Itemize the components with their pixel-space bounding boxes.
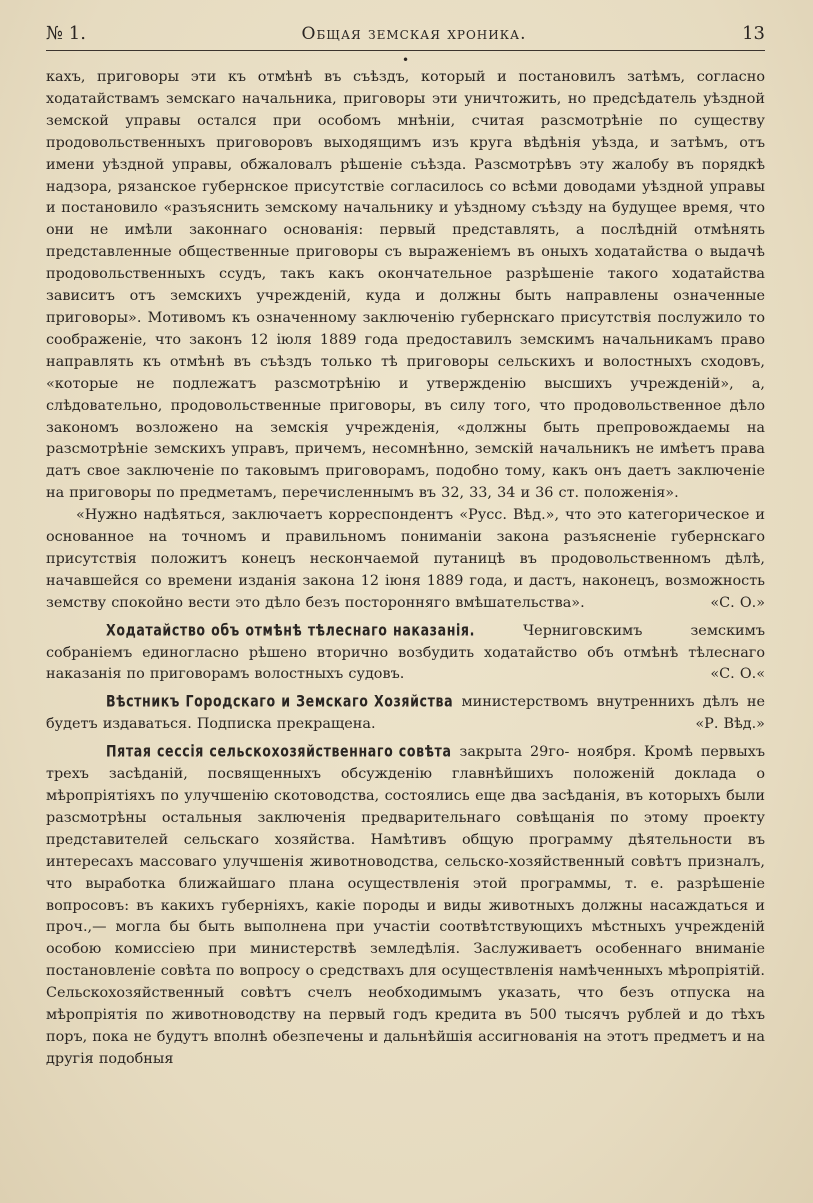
running-title: Общая земская хроника.	[301, 24, 527, 44]
article-paragraph	[46, 505, 765, 615]
source-signature: «Р. Вѣд.»	[695, 716, 765, 733]
article-herald	[46, 692, 765, 736]
article-paragraph	[46, 621, 765, 687]
decorative-dot: •	[401, 53, 410, 67]
source-signature: «С. О.«	[710, 666, 765, 683]
article-text: закрыта 29го- ноября. Кромѣ первыхъ трехъ засѣданій, посвященныхъ обсужденію главнѣйшихъ положеній доклада о мѣропріятіяхъ по улучшенію скотоводства, состоялись еще два засѣданія, въ которыхъ были разсмотрѣны остальныя заключенія предварительнаго совѣщанія по этому проекту представителей сельскаго хозяйства. Намѣтивъ общую программу дѣятельности въ интересахъ массоваго улучшенія животноводства, сельско-хозяйственный совѣтъ призналъ, что выработка ближайшаго плана осуществленія этой программы, т. е. разрѣшеніе вопросовъ: въ какихъ губерніяхъ, какіе породы и виды животныхъ должны насаждаться и проч.,— могла бы быть выполнена при участіи соотвѣтствующихъ мѣстныхъ учрежденій особою комиссіею при министерствѣ земледѣлія. Заслуживаетъ особеннаго вниманіе постановленіе совѣта по вопросу о средствахъ для осуществленія намѣченныхъ мѣропріятій. Сельскохозяйственный совѣтъ счелъ необходимымъ указать, что безъ отпуска на мѣропріятія по животноводству на первый годъ кредита въ 500 тысячъ рублей и до тѣхъ поръ, пока не будутъ вполнѣ обезпечены и дальнѣйшія ассигнованія на этотъ предметъ и на другія подобныя	[46, 744, 765, 1067]
article-text: министерствомъ внутреннихъ дѣлъ не будетъ издаваться. Подписка прекращена.	[46, 694, 765, 733]
article-food-supply	[46, 67, 765, 615]
source-signature: «С. О.»	[710, 594, 765, 611]
article-paragraph	[46, 742, 765, 1071]
section-heading: Вѣстникъ Городскаго и Земскаго Хозяйства	[106, 693, 454, 712]
page-body	[46, 67, 765, 1071]
article-text: Черниговскимъ земскимъ собраніемъ единогласно рѣшено вторично возбудить ходатайство объ отмѣнѣ тѣлеснаго наказанія по приговорамъ волостныхъ судовъ.	[46, 622, 766, 683]
article-corporal-punishment	[46, 621, 765, 687]
page-header	[46, 22, 765, 51]
article-paragraph: кахъ, приговоры эти къ отмѣнѣ въ съѣздъ, который и постановилъ затѣмъ, согласно ходатайствамъ земскаго начальника, приговоры эти уничтожить, но предсѣдатель уѣздной земской управы остался при особомъ мнѣніи, считая разсмотрѣніе по существу продовольственныхъ приговоровъ выходящимъ изъ круга вѣдѣнія уѣзда, и затѣмъ, отъ имени уѣздной управы, обжаловалъ рѣшеніе съѣзда. Разсмотрѣвъ эту жалобу въ порядкѣ надзора, рязанское губернское присутствіе согласилось со всѣми доводами уѣздной управы и постановило «разъяснить земскому начальнику и уѣздному съѣзду на будущее время, что они не имѣли законнаго основанія: первый представлять, а послѣдній отмѣнять представленные общественные приговоры съ выраженіемъ въ оныхъ ходатайства о выдачѣ продовольственныхъ ссудъ, такъ какъ окончательное разрѣшеніе такого ходатайства зависитъ отъ земскихъ учрежденій, куда и должны быть направлены означенные приговоры». Мотивомъ къ означенному заключенію губернскаго присутствія послужило то соображеніе, что законъ 12 іюля 1889 года предоставилъ земскимъ начальникамъ право направлять къ отмѣнѣ въ съѣздъ только тѣ приговоры сельскихъ и волостныхъ сходовъ, «которые не подлежатъ разсмотрѣнію и утвержденію высшихъ учрежденій», а, слѣдовательно, продовольственные приговоры, въ силу того, что продовольственное дѣло закономъ возложено на земскія учрежденія, «должны быть препровождаемы на разсмотрѣніе земскихъ управъ, причемъ, несомнѣнно, земскій начальникъ не имѣетъ права датъ свое заключеніе по таковымъ приговорамъ, подобно тому, какъ онъ даетъ заключеніе на приговоры по предметамъ, перечисленнымъ въ 32, 33, 34 и 36 ст. положенія».	[46, 69, 765, 502]
article-paragraph	[46, 692, 765, 736]
section-heading: Ходатайство объ отмѣнѣ тѣлеснаго наказанія.	[106, 621, 475, 640]
page-number: 13	[742, 23, 765, 44]
issue-number: № 1.	[46, 23, 86, 44]
section-heading: Пятая сессія сельскохозяйственнаго совѣта	[106, 743, 452, 762]
article-agricultural-council	[46, 742, 765, 1071]
quote-text: «Нужно надѣяться, заключаетъ корреспондентъ «Русс. Вѣд.», что это категорическое и основанное на точномъ и правильномъ пониманіи закона разъясненіе губернскаго присутствія положитъ конецъ нескончаемой путаницѣ въ продовольственномъ дѣлѣ, начавшейся со времени изданія закона 12 іюня 1889 года, и дастъ, наконецъ, возможность земству спокойно вести это дѣло безъ посторонняго вмѣшательства».	[46, 507, 765, 611]
